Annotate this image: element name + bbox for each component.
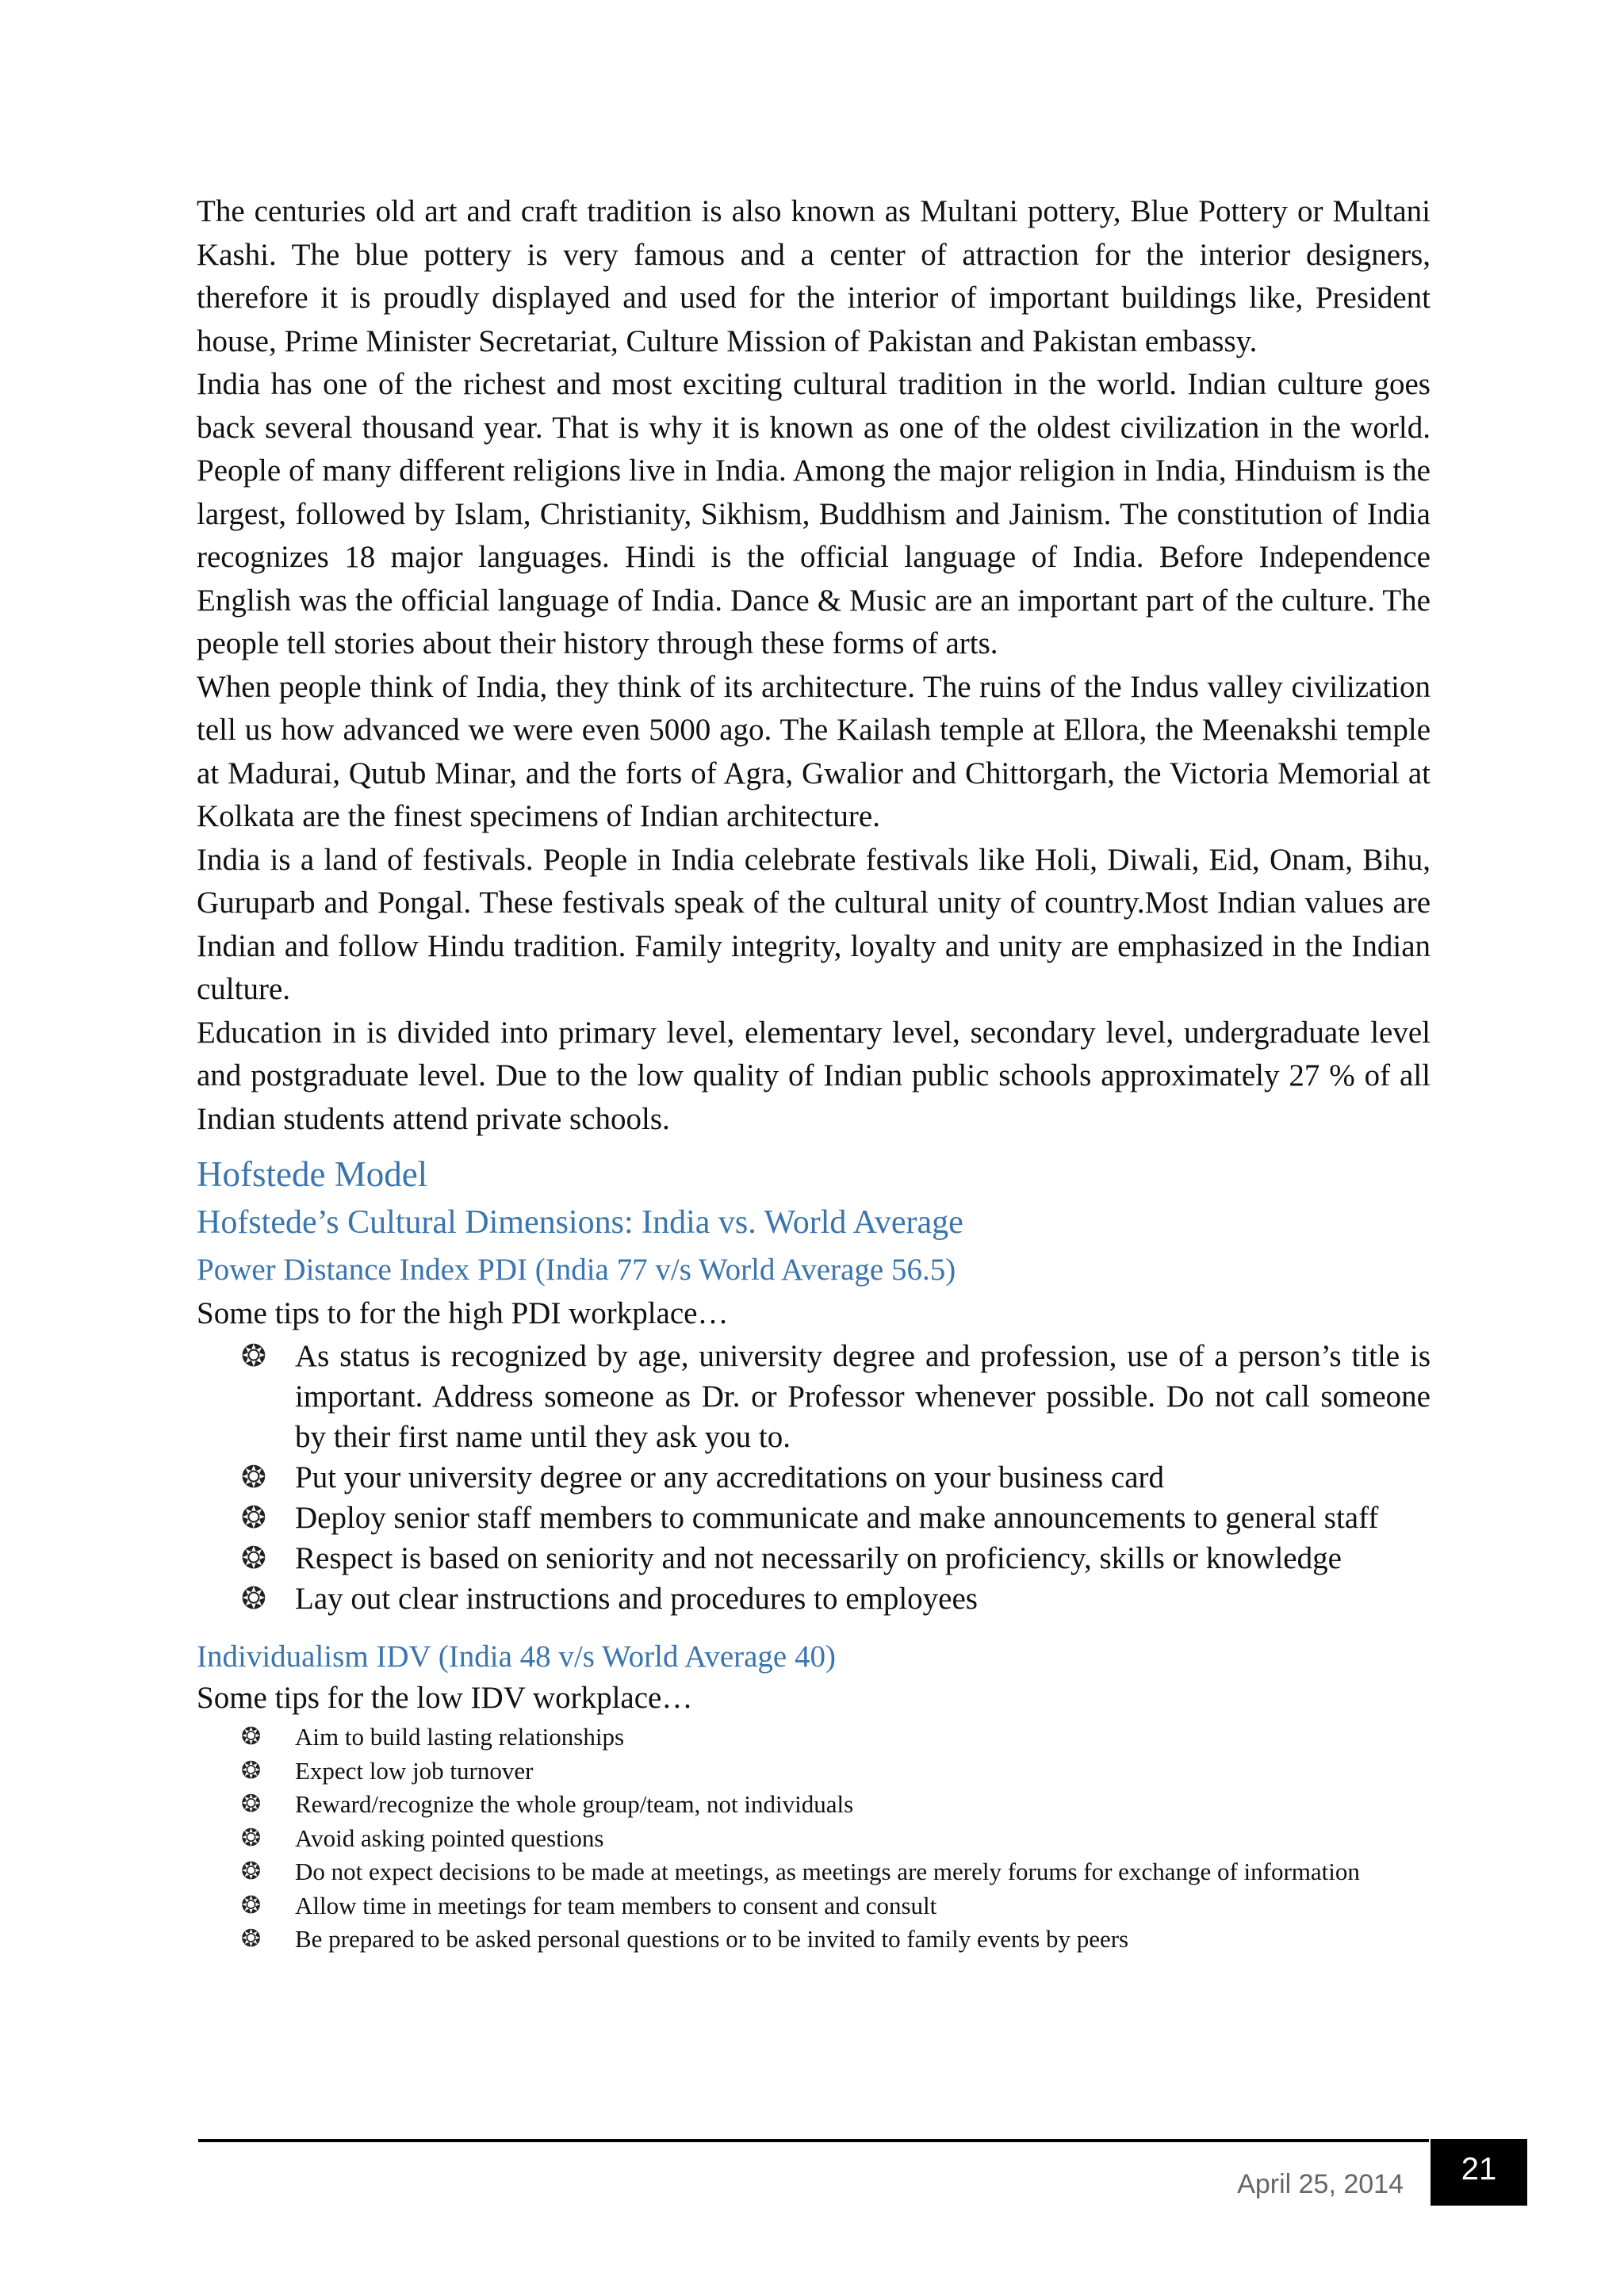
list-item [197,1755,1431,1789]
list-item [197,1498,1431,1538]
list-item [197,1923,1431,1957]
pdi-tips-list [197,1336,1431,1619]
bullet-icon: ❂ [241,1858,262,1885]
list-item-text: As status is recognized by age, university degree and profession, use of a person’s title is important. Address someone as Dr. or Professor whenever possible. Do not call someone by their first name until they ask you to. [295,1339,1431,1454]
page-content [197,190,1431,1957]
paragraph-architecture: When people think of India, they think of its architecture. The ruins of the Indus valley civilization tell us how advanced we were even 5000 ago. The Kailash temple at Ellora, the Meenakshi temple at Madurai, Qutub Minar, and the forts of Agra, Gwalior and Chittorgarh, the Victoria Memorial at Kolkata are the finest specimens of Indian architecture. [197,669,1431,833]
bullet-icon: ❂ [241,1891,262,1919]
bullet-icon: ❂ [241,1790,262,1818]
list-item [197,1457,1431,1498]
list-item-text: Aim to build lasting relationships [295,1723,625,1751]
heading-cultural-dimensions: Hofstede’s Cultural Dimensions: India vs. World Average [197,1204,963,1241]
bullet-icon: ❂ [241,1723,262,1751]
bullet-icon: ❂ [241,1460,266,1494]
list-item-text: Reward/recognize the whole group/team, not individuals [295,1790,854,1818]
list-item-text: Respect is based on seniority and not necessarily on proficiency, skills or knowledge [295,1541,1342,1575]
list-item-text: Allow time in meetings for team members to consent and consult [295,1891,937,1919]
bullet-icon: ❂ [241,1581,266,1616]
list-item-text: Be prepared to be asked personal questions or to be invited to family events by peers [295,1925,1129,1953]
list-item [197,1336,1431,1457]
list-item [197,1855,1431,1889]
paragraph-indian-culture: India has one of the richest and most exciting cultural tradition in the world. Indian culture goes back several thousand year. That is why it is known as one of the oldest civilization in the world. People of many different religions live in India. Among the major religion in India, Hinduism is the largest, followed by Islam, Christianity, Sikhism, Buddhism and Jainism. The constitution of India recognizes 18 major languages. Hindi is the official language of India. Before Independence English was the official language of India. Dance & Music are an important part of the culture. The people tell stories about their history through these forms of arts. [197,367,1431,660]
bullet-icon: ❂ [241,1925,262,1953]
paragraph-education: Education in is divided into primary level, elementary level, secondary level, undergraduate level and postgraduate level. Due to the low quality of Indian public schools approximately 27 % of all Indian students attend private schools. [197,1015,1431,1136]
list-item [197,1788,1431,1822]
heading-idv: Individualism IDV (India 48 v/s World Average 40) [197,1640,836,1674]
footer-date: April 25, 2014 [1237,2169,1404,2199]
bullet-icon: ❂ [241,1756,262,1785]
list-item-text: Expect low job turnover [295,1756,534,1785]
bullet-icon: ❂ [241,1500,266,1535]
paragraph-festivals: India is a land of festivals. People in India celebrate festivals like Holi, Diwali, Eid, Onam, Bihu, Guruparb and Pongal. These festivals speak of the cultural unity of country.Most Indian values are Indian and follow Hindu tradition. Family integrity, loyalty and unity are emphasized in the Indian culture. [197,842,1431,1006]
page-number: 21 [1431,2139,1527,2206]
idv-tips-list [197,1720,1431,1957]
heading-pdi: Power Distance Index PDI (India 77 v/s World Average 56.5) [197,1253,956,1287]
list-item [197,1538,1431,1578]
footer-divider [198,2139,1429,2142]
idv-intro: Some tips for the low IDV workplace… [197,1681,693,1715]
paragraph-blue-pottery: The centuries old art and craft tradition is also known as Multani pottery, Blue Pottery or Multani Kashi. The blue pottery is very famous and a center of attraction for the interior designers, therefore it is proudly displayed and used for the interior of important buildings like, President house, Prime Minister Secretariat, Culture Mission of Pakistan and Pakistan embassy. [197,194,1431,358]
list-item-text: Put your university degree or any accreditations on your business card [295,1460,1165,1494]
list-item-text: Lay out clear instructions and procedures to employees [295,1582,978,1616]
list-item-text: Avoid asking pointed questions [295,1823,604,1852]
bullet-icon: ❂ [241,1823,262,1852]
bullet-icon: ❂ [241,1540,266,1575]
bullet-icon: ❂ [241,1338,266,1373]
heading-hofstede-model: Hofstede Model [197,1154,428,1194]
list-item-text: Deploy senior staff members to communicate and make announcements to general staff [295,1501,1379,1535]
list-item-text: Do not expect decisions to be made at meetings, as meetings are merely forums for exchange of information [295,1858,1360,1885]
list-item [197,1822,1431,1856]
list-item [197,1578,1431,1619]
list-item [197,1889,1431,1923]
pdi-intro: Some tips to for the high PDI workplace… [197,1296,729,1330]
list-item [197,1720,1431,1755]
